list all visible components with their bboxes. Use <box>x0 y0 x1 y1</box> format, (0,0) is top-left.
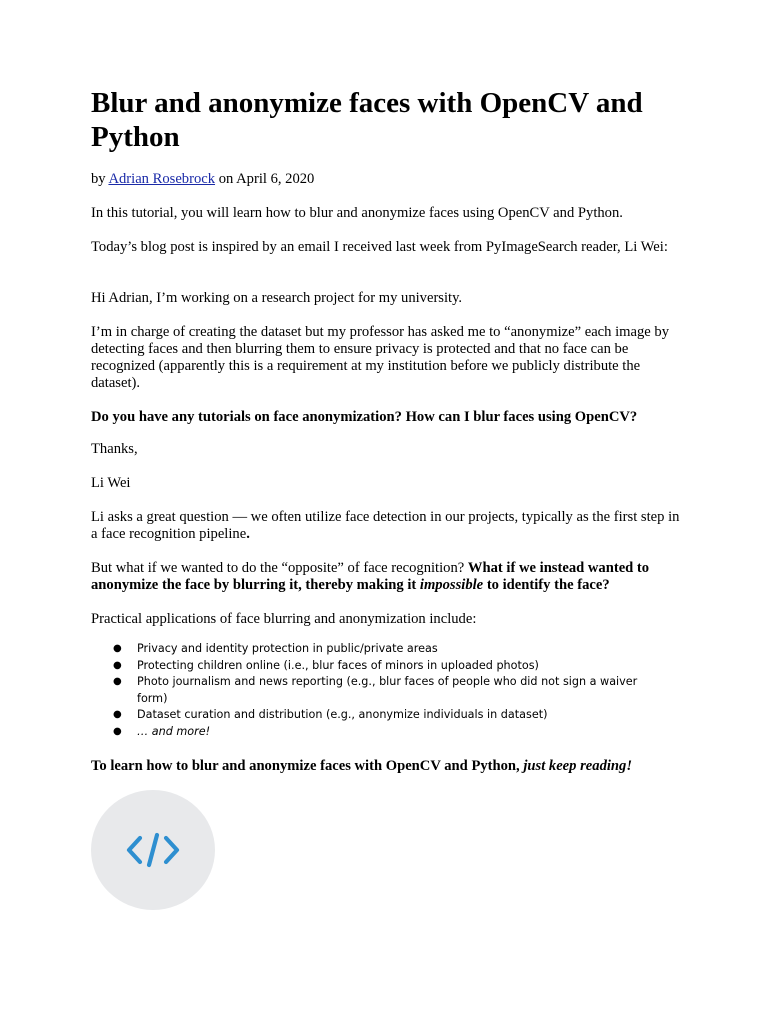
answer-period: . <box>246 526 250 542</box>
bullet-icon: ● <box>113 659 122 671</box>
email-body: I’m in charge of creating the dataset but my professor has asked me to “anonymize” each image by detecting faces and then blurring them to ensure privacy is protected and that no face can be recognized (apparently this is a requirement at my institution before we publicly distribute the dataset). <box>91 324 669 391</box>
closing-italic: just keep reading! <box>523 758 633 774</box>
code-icon <box>126 832 180 868</box>
opposite-bold-a: What if we instead wanted to anonymize the face by blurring it, thereby making it <box>91 560 650 593</box>
list-item: ● Photo journalism and news reporting (e.g., blur faces of people who did not sign a waiver form) <box>113 675 638 705</box>
page-title: Blur and anonymize faces with OpenCV and Python <box>91 87 643 153</box>
closing-paragraph <box>91 758 681 775</box>
list-item: ● Privacy and identity protection in public/private areas <box>91 641 671 658</box>
opposite-bold-b: to identify the face? <box>486 577 610 593</box>
author-link[interactable]: Adrian Rosebrock <box>108 171 216 187</box>
list-item: ● Dataset curation and distribution (e.g., anonymize individuals in dataset) <box>91 707 671 724</box>
closing-bold: To learn how to blur and anonymize faces with OpenCV and Python, <box>91 758 520 774</box>
bullet-icon: ● <box>113 709 122 720</box>
answer-text: Li asks a great question — we often utilize face detection in our projects, typically as the first step in a face recognition pipeline <box>91 509 680 542</box>
opposite-paragraph <box>91 560 681 594</box>
byline-by: by <box>91 171 106 187</box>
byline-date: on April 6, 2020 <box>218 171 315 187</box>
inspired-paragraph: Today’s blog post is inspired by an email I received last week from PyImageSearch reader, Li Wei: <box>91 239 668 255</box>
applications-list <box>91 641 671 740</box>
bullet-icon: ● <box>113 643 122 654</box>
opposite-bold-italic: impossible <box>419 577 484 593</box>
bullet-icon: ● <box>113 725 122 737</box>
list-item: ● Protecting children online (i.e., blur faces of minors in uploaded photos) <box>91 658 671 675</box>
byline <box>91 171 681 188</box>
bullet-icon: ● <box>113 676 122 687</box>
email-question: Do you have any tutorials on face anonymization? How can I blur faces using OpenCV? <box>91 409 638 425</box>
intro-paragraph: In this tutorial, you will learn how to blur and anonymize faces using OpenCV and Python. <box>91 205 623 221</box>
answer-paragraph <box>91 509 681 543</box>
email-thanks: Thanks, <box>91 441 138 457</box>
email-greeting: Hi Adrian, I’m working on a research project for my university. <box>91 290 463 306</box>
code-logo <box>91 790 215 910</box>
opposite-lead: But what if we wanted to do the “opposite” of face recognition? <box>91 560 465 576</box>
email-signature: Li Wei <box>91 475 131 491</box>
applications-intro: Practical applications of face blurring and anonymization include: <box>91 611 477 627</box>
list-item: ● … and more! <box>91 724 671 741</box>
